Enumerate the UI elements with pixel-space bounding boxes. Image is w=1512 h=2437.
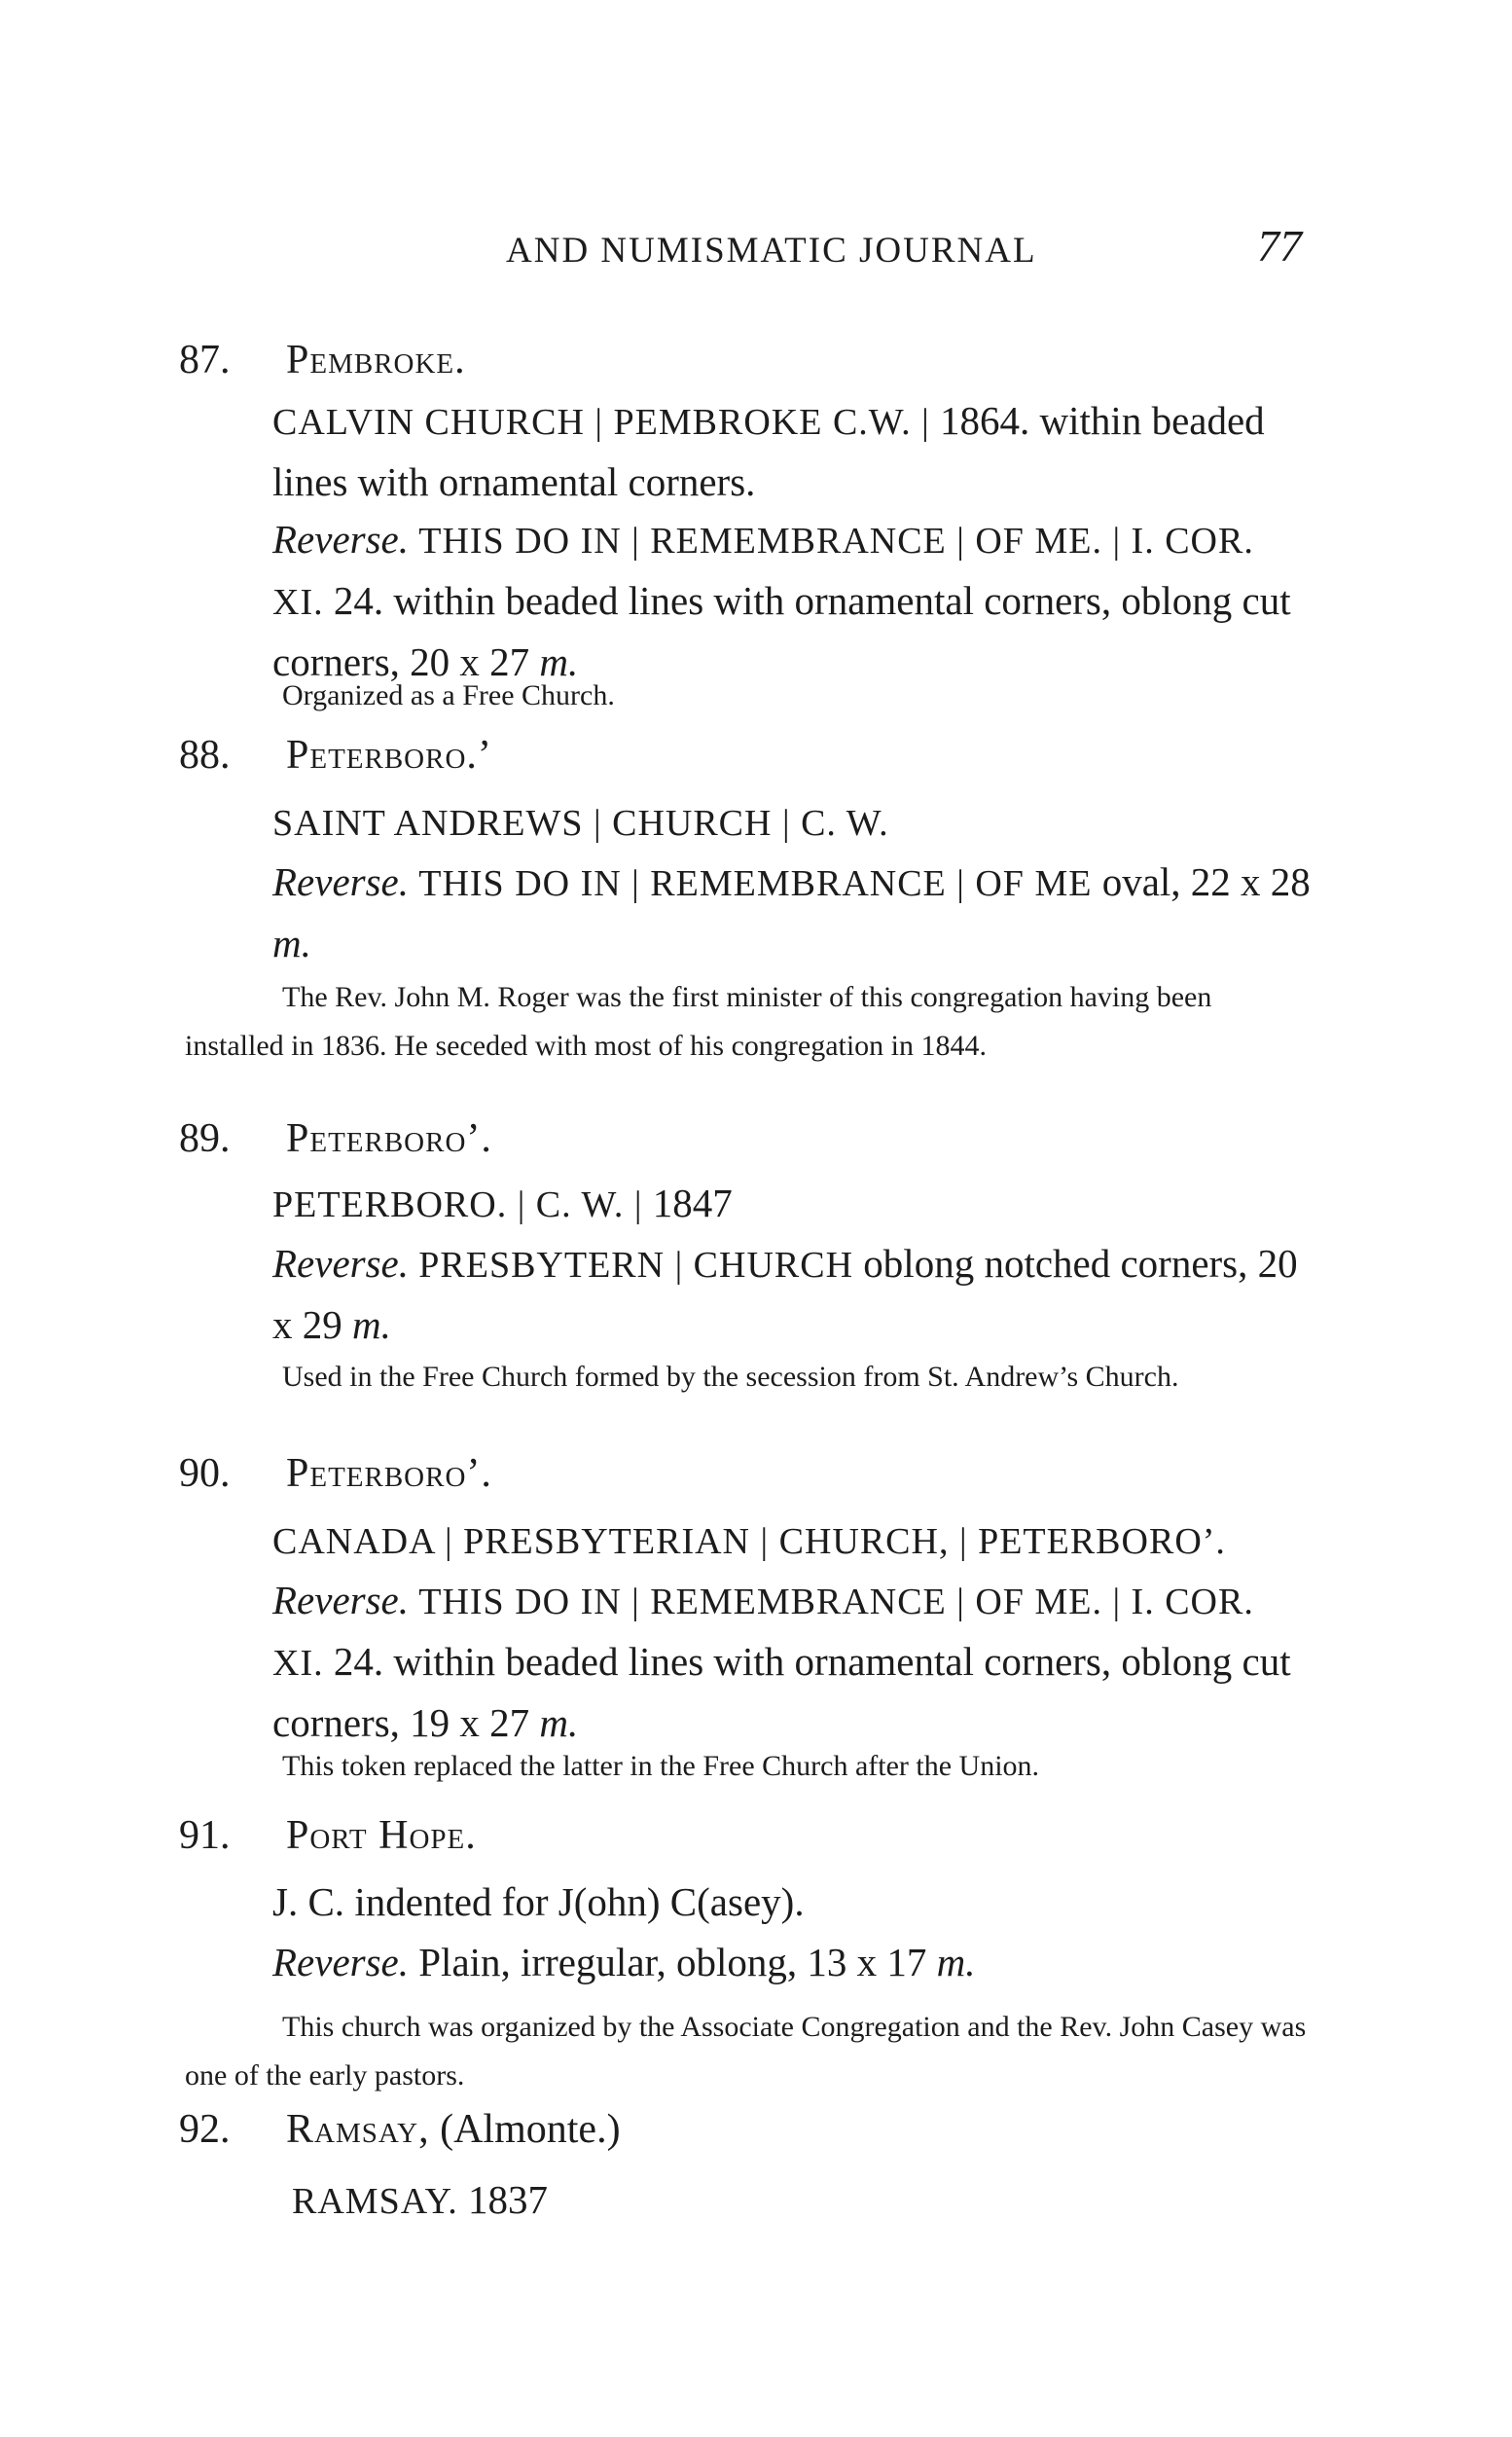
reverse-label: Reverse. (272, 1241, 409, 1286)
entry-note: This token replaced the latter in the Free Church after the Union. (282, 1750, 1040, 1782)
obverse-legend: SAINT ANDREWS | CHURCH | C. W. (272, 803, 889, 844)
entry-note: Used in the Free Church formed by the secession from St. Andrew’s Church. (282, 1361, 1179, 1393)
entry-heading (179, 1812, 477, 1859)
entry-place-extra: (Almonte.) (440, 2107, 621, 2152)
entry-heading (179, 1450, 492, 1497)
entry-heading (179, 732, 492, 779)
obverse-text: 1864. within beaded lines with ornamental corners. (272, 398, 1265, 504)
reverse-legend: PRESBYTERN | CHURCH (418, 1245, 854, 1286)
reverse-legend: THIS DO IN | REMEMBRANCE | OF ME. | I. COR. XI. (272, 521, 1254, 623)
reverse-text: oval, 22 x 28 (1101, 859, 1311, 904)
obverse-legend: RAMSAY. (292, 2181, 458, 2222)
reverse-text: oblong notched corners, 20 x 29 (272, 1241, 1298, 1347)
running-head: AND NUMISMATIC JOURNAL (506, 231, 1037, 271)
size-unit: m. (936, 1940, 976, 1984)
obverse-description (272, 1174, 1314, 1235)
reverse-legend: THIS DO IN | REMEMBRANCE | OF ME. | I. COR. XI. (272, 1582, 1254, 1684)
reverse-description (272, 853, 1314, 973)
obverse-description (272, 391, 1314, 512)
reverse-text: 24. within beaded lines with ornamental corners, oblong cut corners, 19 x 27 (272, 1639, 1291, 1745)
entry-heading (179, 337, 466, 383)
entry-note: Organized as a Free Church. (282, 679, 615, 711)
obverse-text: 1847 (652, 1181, 733, 1225)
reverse-label: Reverse. (272, 859, 409, 904)
reverse-label: Reverse. (272, 517, 409, 562)
obverse-legend: J. C. (272, 1879, 345, 1924)
entry-number: 90. (179, 1451, 231, 1496)
reverse-legend: THIS DO IN | REMEMBRANCE | OF ME (418, 863, 1093, 904)
obverse-text: 1837 (467, 2177, 548, 2222)
reverse-description (272, 1933, 1314, 1994)
entry-place: Pembroke. (286, 338, 466, 382)
reverse-description (272, 1234, 1314, 1355)
obverse-description (272, 1873, 1314, 1932)
entry-note: This church was organized by the Associate Congregation and the Rev. John Casey was one of the early pastors. (185, 2011, 1307, 2091)
entry-place: Port Hope. (286, 1813, 477, 1858)
size-unit: m. (539, 1700, 579, 1745)
page-number: 77 (1257, 221, 1302, 271)
reverse-description (272, 510, 1314, 692)
entry-note: The Rev. John M. Roger was the first minister of this congregation having been installed in 1836. He seceded with most of his congregation in 1844. (185, 981, 1212, 1062)
entry-heading (179, 1115, 492, 1162)
entry-heading (179, 2106, 621, 2153)
reverse-description (272, 1571, 1314, 1753)
obverse-description (272, 1510, 1314, 1572)
entry-number: 87. (179, 338, 231, 382)
obverse-description (292, 2170, 1333, 2232)
size-unit: m. (352, 1302, 391, 1347)
entry-place: Ramsay, (286, 2107, 430, 2152)
entry-number: 92. (179, 2107, 231, 2152)
entry-number: 89. (179, 1116, 231, 1161)
obverse-description (272, 792, 1314, 854)
size-unit: m. (272, 921, 311, 965)
reverse-label: Reverse. (272, 1578, 409, 1622)
reverse-label: Reverse. (272, 1940, 409, 1984)
obverse-legend: CALVIN CHURCH | PEMBROKE C.W. | (272, 402, 930, 443)
obverse-legend: CANADA | PRESBYTERIAN | CHURCH, | PETERBORO’. (272, 1521, 1226, 1562)
entry-number: 91. (179, 1813, 231, 1858)
entry-place: Peterboro’. (286, 1451, 492, 1496)
reverse-text: 24. within beaded lines with ornamental corners, oblong cut corners, 20 x 27 (272, 578, 1291, 684)
entry-number: 88. (179, 733, 231, 778)
obverse-text: indented for J(ohn) C(asey). (354, 1879, 805, 1924)
entry-place: Peterboro’. (286, 1116, 492, 1161)
reverse-text: Plain, irregular, oblong, 13 x 17 (418, 1940, 927, 1984)
entry-place: Peterboro.’ (286, 733, 492, 778)
size-unit: m. (539, 639, 579, 684)
obverse-legend: PETERBORO. | C. W. | (272, 1184, 643, 1225)
